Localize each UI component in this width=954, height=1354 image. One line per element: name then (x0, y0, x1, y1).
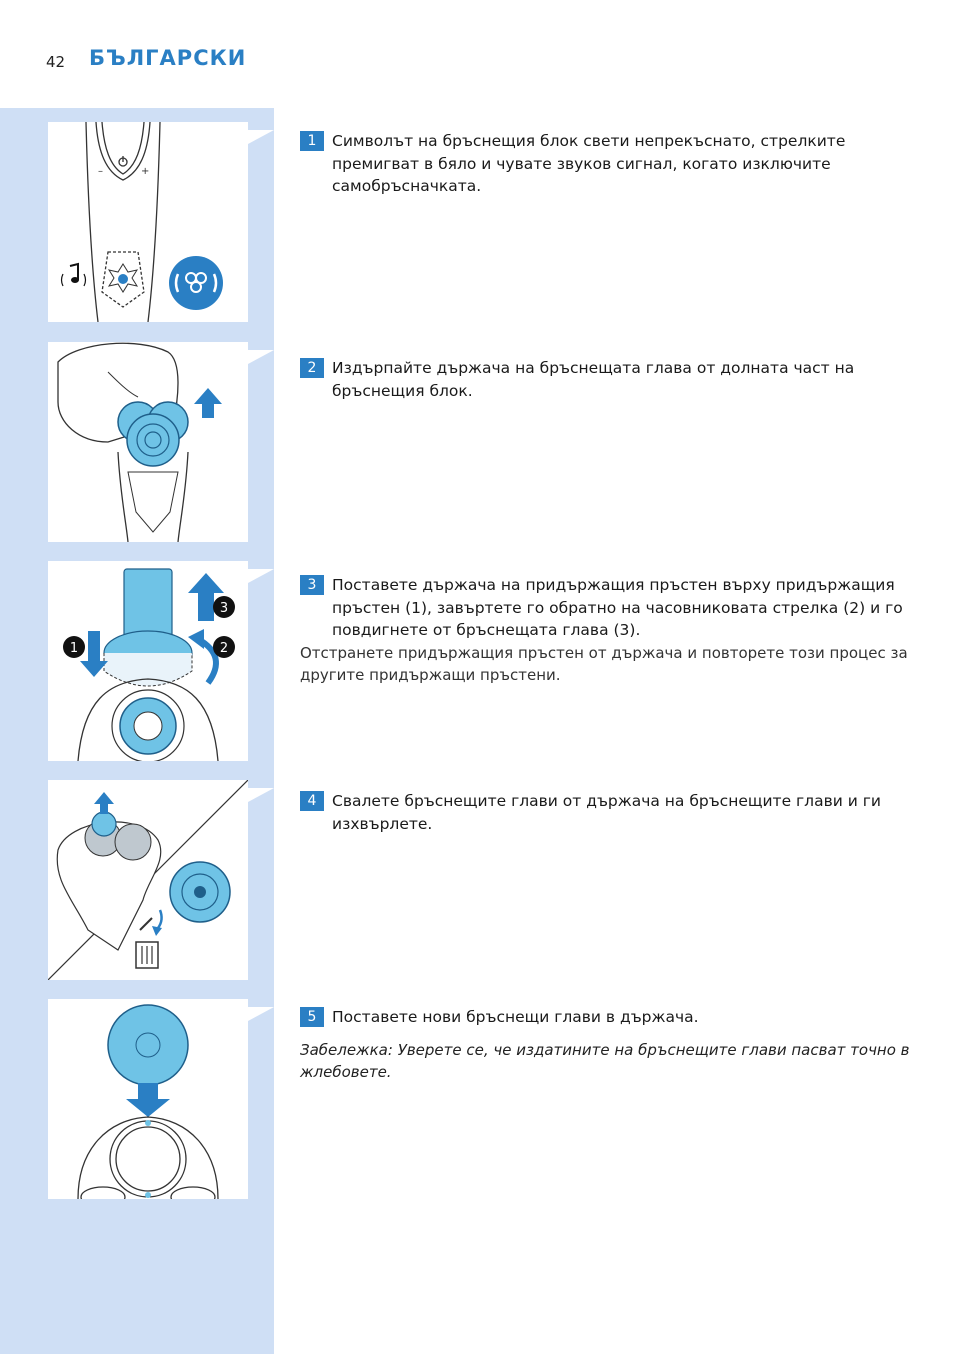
step-number: 5 (300, 1007, 324, 1027)
plus-label: + (141, 166, 150, 177)
illustration-pointer-1 (248, 130, 274, 144)
callout-1 (63, 636, 85, 658)
step-text: Поставете държача на придържащия пръстен върху придържащия пръстен (1), завъртете го обратно на часовниковата стрелка (2) и го повдигнете от бръснещата глава (3). (332, 576, 903, 639)
step-number: 3 (300, 575, 324, 595)
step-number: 2 (300, 358, 324, 378)
svg-text:3: 3 (219, 601, 229, 616)
callout-3 (213, 596, 235, 618)
up-arrow-icon (194, 388, 222, 418)
step-text: Символът на бръснещия блок свети непрекъснато, стрелките премигват в бяло и чувате звуков сигнал, когато изключите самобръсначката. (332, 132, 846, 195)
hand-pulling-holder-icon (58, 343, 188, 542)
step-3 (300, 574, 920, 687)
step-number: 1 (300, 131, 324, 151)
step-2 (300, 357, 920, 402)
illustration-step-3 (48, 561, 248, 761)
step-note: Забележка: Уверете се, че издатините на бръснещите глави пасват точно в жлебовете. (300, 1040, 910, 1081)
down-arrow-icon (126, 1083, 170, 1117)
step-extra-text: Отстранете придържащия пръстен от държача и повторете този процес за другите придържащи пръстени. (300, 643, 908, 684)
step-5 (300, 1006, 920, 1084)
holder-frame-icon (78, 1117, 218, 1199)
illustration-pointer-2 (248, 350, 274, 364)
shaving-head-removal-icon (57, 792, 161, 950)
svg-text:2: 2 (219, 641, 229, 656)
discard-icon (140, 910, 162, 936)
illustration-pointer-5 (248, 1007, 274, 1021)
minus-label: – (98, 166, 103, 177)
page-number: 42 (46, 53, 66, 71)
page-heading: БЪЛГАРСКИ (89, 46, 247, 70)
step-text: Свалете бръснещите глави от държача на бръснещите глави и ги изхвърлете. (332, 792, 881, 833)
shaving-unit-symbol-icon (169, 256, 223, 310)
step-text: Издърпайте държача на бръснещата глава от долната част на бръснещия блок. (332, 359, 855, 400)
svg-text:1: 1 (69, 641, 79, 656)
illustration-step-2 (48, 342, 248, 542)
step-number: 4 (300, 791, 324, 811)
illustration-step-1 (48, 122, 248, 322)
trash-bin-icon (136, 942, 158, 968)
removed-shaving-head-icon (170, 862, 230, 922)
callout-2 (213, 636, 235, 658)
shaving-unit-lit-icon (109, 264, 137, 292)
step-text: Поставете нови бръснещи глави в държача. (332, 1008, 699, 1026)
new-shaving-head-icon (108, 1005, 188, 1085)
step-4 (300, 790, 920, 835)
illustration-step-5 (48, 999, 248, 1199)
sound-note-icon (62, 264, 86, 286)
illustration-pointer-4 (248, 788, 274, 802)
illustration-pointer-3 (248, 569, 274, 583)
step-1 (300, 130, 920, 198)
illustration-step-4 (48, 780, 248, 980)
